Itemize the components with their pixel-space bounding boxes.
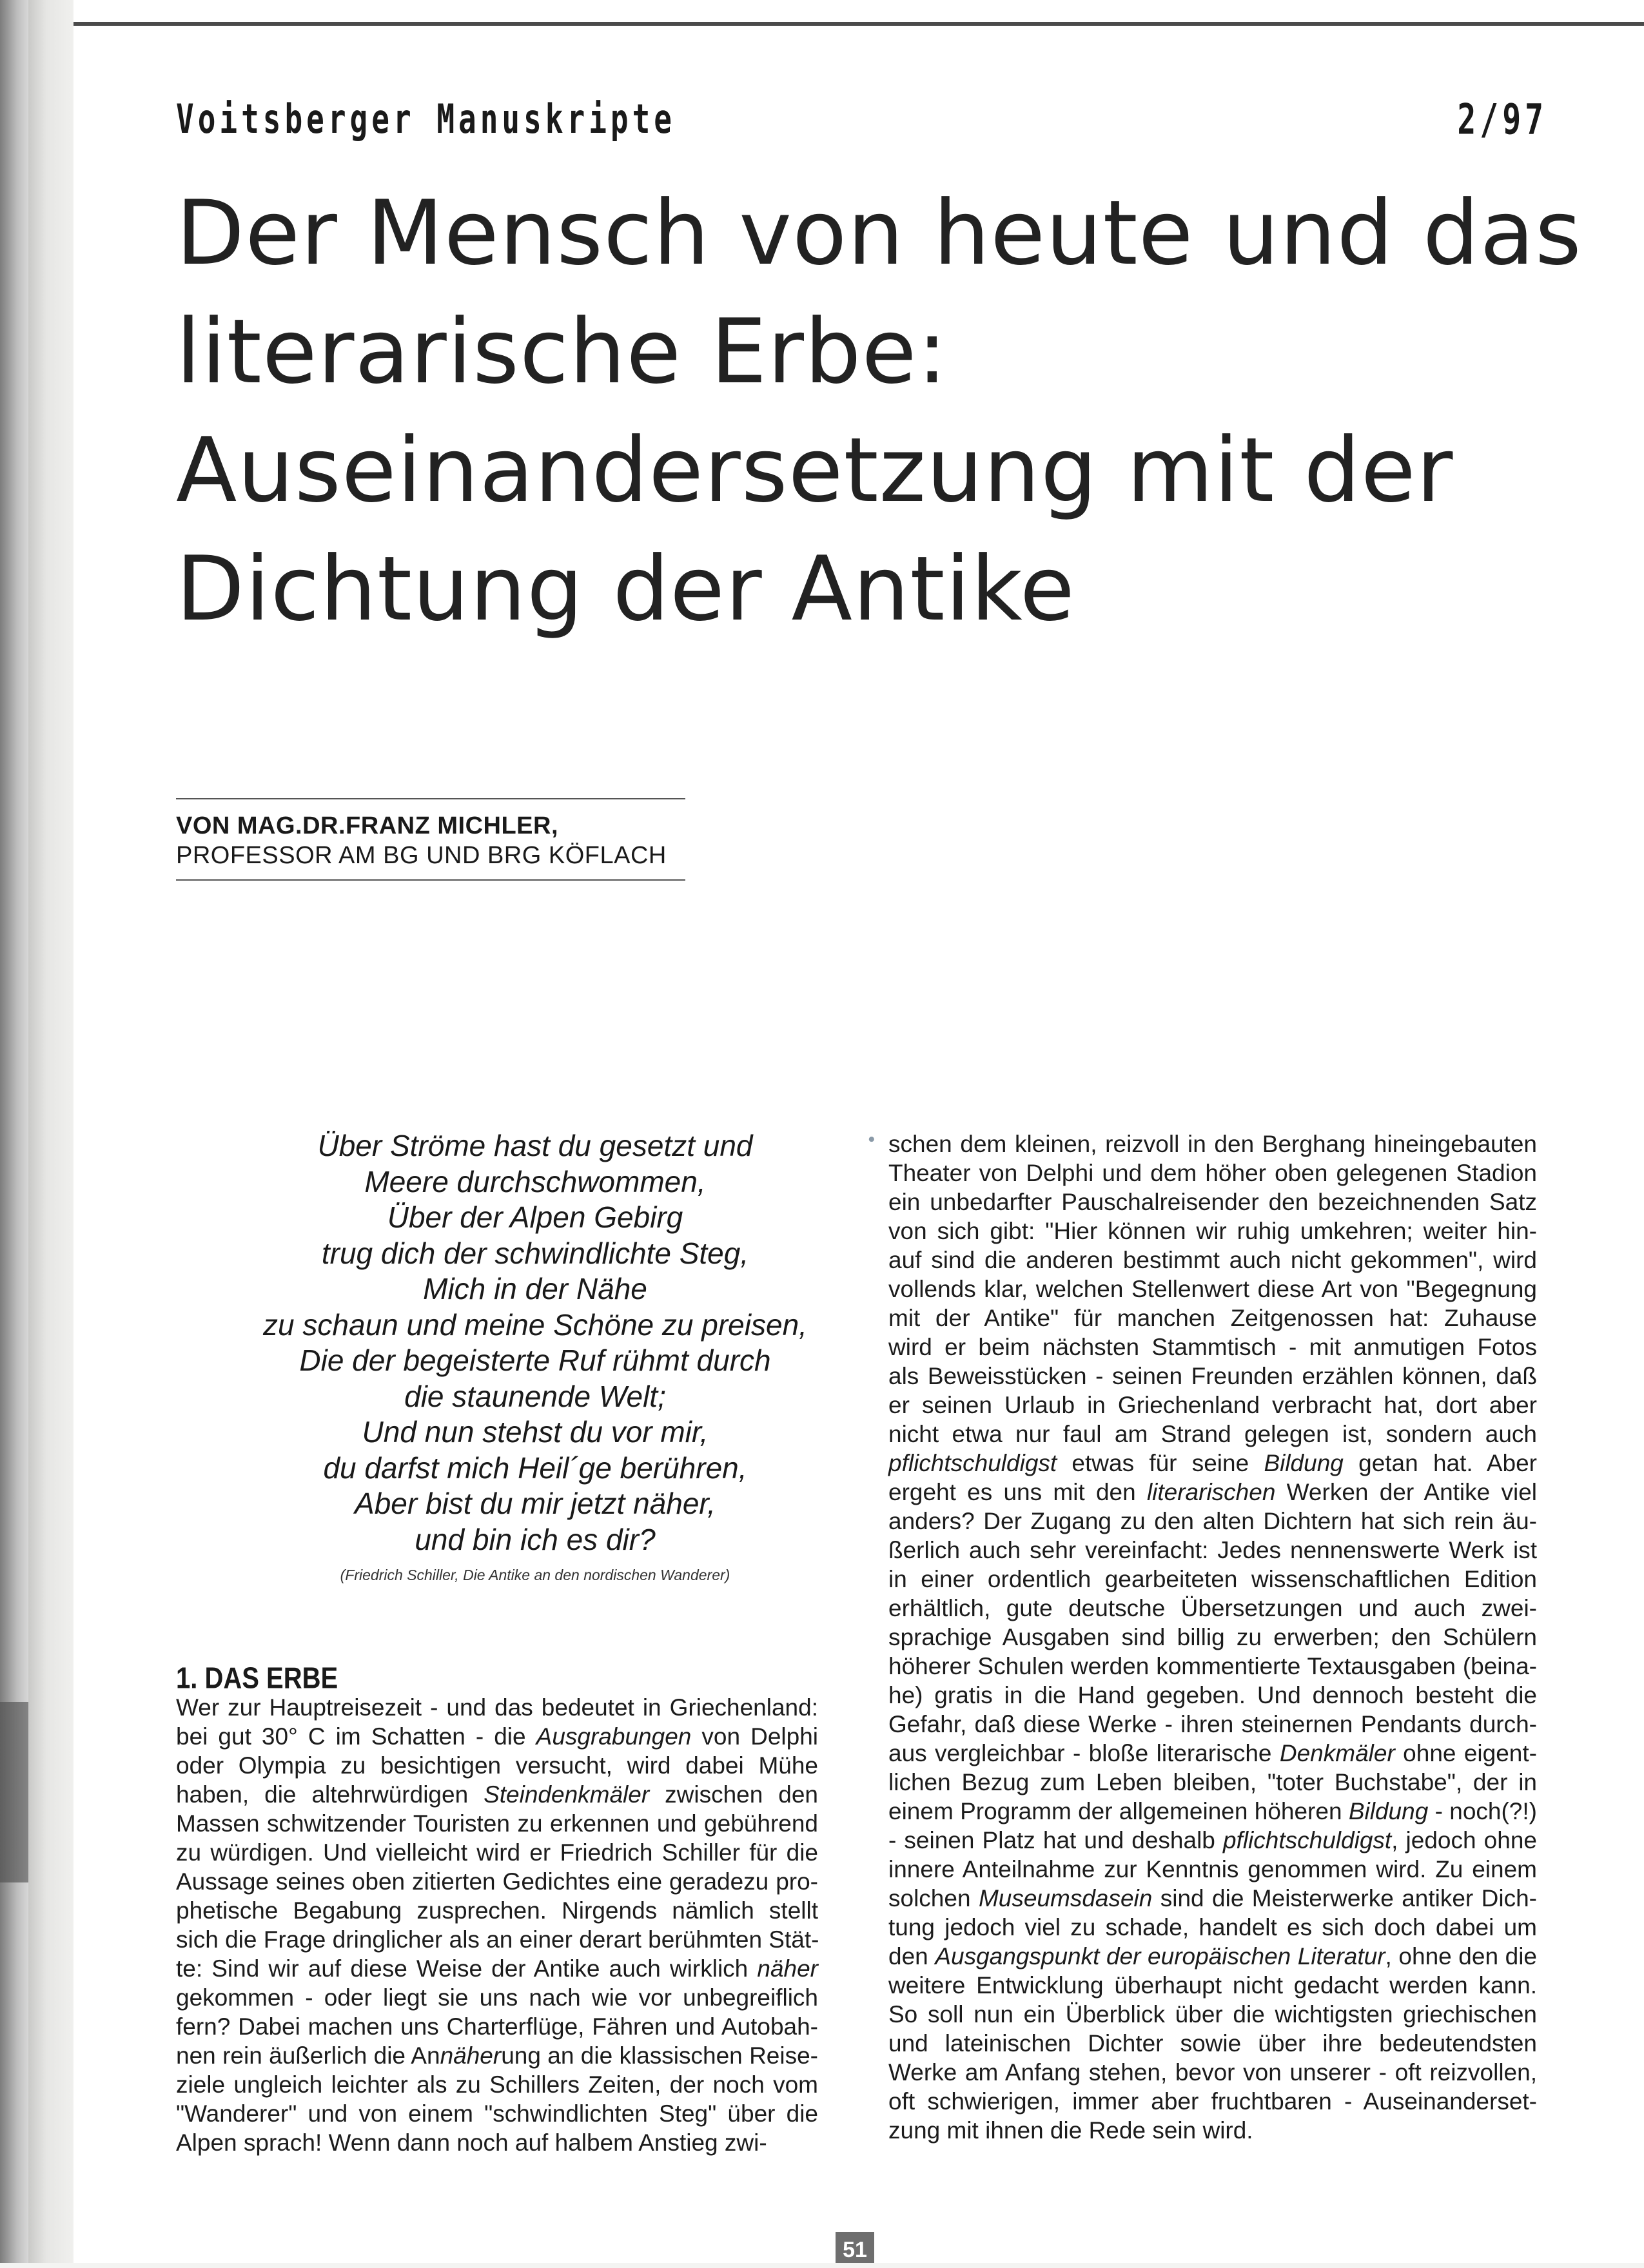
text-line: höherer Schulen werden kommentierte Textausgaben (beina-	[888, 1653, 1537, 1679]
text-line: "Wanderer" und von einem "schwindlichten Steg" über die	[176, 2100, 818, 2127]
byline-affiliation: PROFESSOR AM BG UND BRG KÖFLACH	[176, 842, 667, 869]
text-line: aus vergleichbar - bloße literarische Denkmäler ohne eigent-	[888, 1740, 1537, 1766]
text-line: auf sind die anderen bestimmt auch nicht gekommen", wird	[888, 1247, 1537, 1273]
text-line: zu würdigen. Und vielleicht wird er Friedrich Schiller für die	[176, 1839, 818, 1866]
text-line: den Ausgangspunkt der europäischen Literatur, ohne den die	[888, 1943, 1538, 1970]
poem-line: die staunende Welt;	[404, 1379, 666, 1413]
byline-author: VON MAG.DR.FRANZ MICHLER,	[176, 812, 559, 839]
text-line: in einer ordentlich gearbeiteten wissenschaftlichen Edition	[888, 1566, 1537, 1592]
text-line: Massen schwitzender Touristen zu erkennen und gebührend	[176, 1810, 818, 1837]
article-title	[176, 174, 1582, 649]
text-line: tung jedoch viel zu schade, handelt es sich doch dabei um	[888, 1914, 1537, 1941]
scan-edge-strip	[0, 0, 28, 2263]
text-line: lichen Bezug zum Leben bleiben, "toter Buchstabe", der in	[888, 1769, 1537, 1795]
text-line: zung mit ihnen die Rede sein wird.	[888, 2117, 1253, 2144]
text-line: Aussage seines oben zitierten Gedichtes eine geradezu pro-	[176, 1868, 818, 1895]
text-line: Alpen sprach! Wenn dann noch auf halbem Anstieg zwi-	[176, 2129, 767, 2156]
publication-name: Voitsberger Manuskripte	[176, 95, 676, 142]
text-line: - seinen Platz hat und deshalb pflichtschuldigst, jedoch ohne	[888, 1827, 1537, 1853]
text-line: ziele ungleich leichter als zu Schillers Zeiten, der noch vom	[176, 2071, 818, 2098]
text-line: innere Anteilnahme zur Kenntnis genommen wird. Zu einem	[888, 1856, 1537, 1882]
text-line: ergeht es uns mit den literarischen Werken der Antike viel	[888, 1479, 1537, 1505]
poem-line: Mich in der Nähe	[423, 1272, 647, 1305]
text-line: sprachige Ausgaben sind billig zu erwerben; den Schülern	[888, 1624, 1537, 1650]
page-number: 51	[836, 2232, 874, 2263]
poem-line: und bin ich es dir?	[415, 1522, 656, 1556]
text-line: erhältlich, gute deutsche Übersetzungen und auch zwei-	[888, 1595, 1537, 1621]
text-line: solchen Museumsdasein sind die Meisterwerke antiker Dich-	[888, 1885, 1537, 1911]
text-line: gekommen - oder liegt sie uns nach wie vor unbegreiflich	[176, 1984, 818, 2011]
text-line: pflichtschuldigst etwas für seine Bildung getan hat. Aber	[888, 1450, 1538, 1476]
text-line: Werke am Anfang stehen, bevor von unserer - oft reizvollen,	[888, 2059, 1537, 2086]
text-line: te: Sind wir auf diese Weise der Antike auch wirklich näher	[176, 1955, 818, 1982]
text-line: Theater von Delphi und dem höher oben gelegenen Stadion	[888, 1160, 1537, 1186]
text-line: wird er beim nächsten Stammtisch - mit anmutigen Fotos	[888, 1334, 1537, 1360]
title-line: Auseinandersetzung mit der	[176, 418, 1454, 522]
text-line: bei gut 30° C im Schatten - die Ausgrabungen von Delphi	[176, 1723, 819, 1750]
text-line: von sich gibt: "Hier können wir ruhig umkehren; weiter hin-	[888, 1218, 1537, 1244]
text-line: mit der Antike" für manchen Zeitgenossen hat: Zuhause	[888, 1305, 1537, 1331]
text-line: er seinen Urlaub in Griechenland verbracht hat, dort aber	[888, 1392, 1537, 1418]
poem-source: (Friedrich Schiller, Die Antike an den nordischen Wanderer)	[340, 1567, 730, 1583]
poem-line: Meere durchschwommen,	[364, 1164, 706, 1198]
byline	[176, 798, 685, 881]
section-heading: 1. DAS ERBE	[176, 1662, 338, 1695]
text-line: ßerlich auch sehr vereinfacht: Jedes nennenswerte Werk ist	[888, 1537, 1537, 1563]
text-line: weitere Entwicklung überhaupt nicht gedacht werden kann.	[888, 1972, 1537, 1999]
poem-line: du darfst mich Heil´ge berühren,	[323, 1451, 747, 1485]
poem-line: Über Ströme hast du gesetzt und	[317, 1129, 753, 1162]
body-column-right	[888, 1129, 1537, 2145]
page-binding	[28, 0, 75, 2263]
text-line: sich die Frage dringlicher als an einer derart berühmten Stät-	[176, 1926, 819, 1953]
text-line: phetische Begabung zusprechen. Nirgends nämlich stellt	[176, 1897, 818, 1924]
text-line: So soll nun ein Überblick über die wichtigsten griechischen	[888, 2001, 1537, 2028]
title-line: literarische Erbe:	[176, 300, 948, 404]
text-line: oft schwierigen, immer aber fruchtbaren - Auseinanderset-	[888, 2088, 1537, 2115]
scan-speck: ∙	[866, 1128, 877, 1149]
poem-line: trug dich der schwindlichte Steg,	[321, 1236, 749, 1270]
text-line: vollends klar, welchen Stellenwert diese Art von "Begegnung	[888, 1276, 1537, 1302]
text-line: schen dem kleinen, reizvoll in den Berghang hineingebauten	[888, 1131, 1537, 1157]
top-rule	[73, 22, 1644, 26]
title-line: Dichtung der Antike	[176, 537, 1075, 641]
poem-line: zu schaun und meine Schöne zu preisen,	[263, 1307, 807, 1342]
text-line: oder Olympia zu besichtigen versucht, wird dabei Mühe	[176, 1752, 818, 1779]
text-line: fern? Dabei machen uns Charterflüge, Fähren und Autobah-	[176, 2013, 818, 2040]
title-line: Der Mensch von heute und das	[176, 181, 1582, 285]
poem-line: Und nun stehst du vor mir,	[362, 1415, 709, 1449]
epigraph-poem	[232, 1128, 838, 1558]
text-line: Wer zur Hauptreisezeit - und das bedeutet in Griechenland:	[176, 1694, 818, 1721]
text-line: haben, die altehrwürdigen Steindenkmäler zwischen den	[176, 1781, 818, 1808]
poem-line: Aber bist du mir jetzt näher,	[355, 1487, 716, 1520]
poem-line: Die der begeisterte Ruf rühmt durch	[299, 1344, 771, 1377]
issue-number: 2/97	[1457, 95, 1547, 144]
poem-line: Über der Alpen Gebirg	[387, 1200, 683, 1234]
text-line: nen rein äußerlich die Annäherung an die klassischen Reise-	[176, 2042, 818, 2069]
text-line: anders? Der Zugang zu den alten Dichtern hat sich rein äu-	[888, 1508, 1537, 1534]
text-line: nicht etwa nur faul am Strand gelegen ist, sondern auch	[888, 1421, 1537, 1447]
text-line: und lateinischen Dichter sowie über ihre bedeutendsten	[888, 2030, 1537, 2057]
text-line: einem Programm der allgemeinen höheren Bildung - noch(?!)	[888, 1798, 1537, 1824]
text-line: ein unbedarfter Pauschalreisender den bezeichnenden Satz	[888, 1189, 1537, 1215]
body-column-left	[176, 1693, 818, 2157]
text-line: als Beweisstücken - seinen Freunden erzählen können, daß	[888, 1363, 1537, 1389]
text-line: Gefahr, daß diese Werke - ihren steinernen Pendants durch-	[888, 1711, 1537, 1737]
text-line: he) gratis in die Hand gegeben. Und dennoch besteht die	[888, 1682, 1537, 1708]
